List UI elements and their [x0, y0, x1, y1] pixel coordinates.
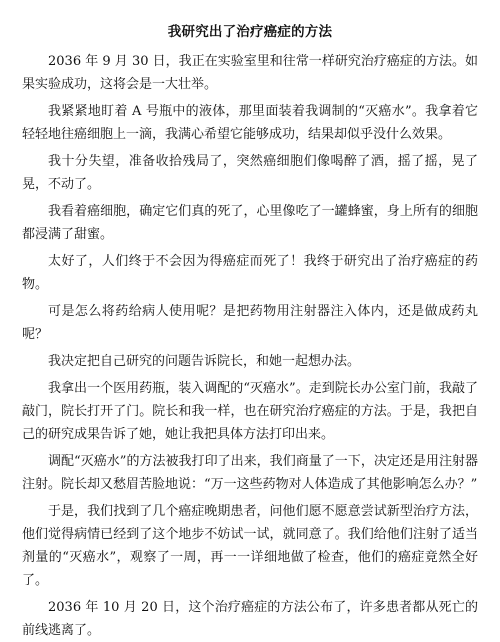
- paragraph: 可是怎么将药给病人使用呢？是把药物用注射器注入体内，还是做成药丸呢？: [22, 304, 478, 342]
- paragraph: 调配“灭癌水”的方法被我打印了出来，我们商量了一下，决定还是用注射器注射。院长却又愁眉苦脸地说：“万一这些药物对人体造成了其他影响怎么办？”: [22, 454, 478, 492]
- paragraph: 我看着癌细胞，确定它们真的死了，心里像吃了一罐蜂蜜，身上所有的细胞都浸满了甜蜜。: [22, 204, 478, 242]
- paragraph: 我决定把自己研究的问题告诉院长，和她一起想办法。: [48, 354, 361, 369]
- paragraph: 于是，我们找到了几个癌症晚期患者，问他们愿不愿意尝试新型治疗方法，他们觉得病情已经到了这个地步不妨试一试，就同意了。我们给他们注射了适当剂量的“灭癌水”，观察了一周，再一一详细地做了检查，他们的癌症竟然全好了。: [22, 504, 478, 588]
- paragraph: 我拿出一个医用药瓶，装入调配的“灭癌水”。走到院长办公室门前，我敲了敲门，院长打开了门。院长和我一样，也在研究治疗癌症的方法。于是，我把自己的研究成果告诉了她，她让我把具体方法打印出来。: [22, 381, 478, 442]
- paragraph: 我紧紧地盯着 A 号瓶中的液体，那里面装着我调制的“灭癌水”。我拿着它轻轻地往癌细胞上一滴，我满心希望它能够成功，结果却似乎没什么效果。: [22, 104, 478, 142]
- paragraph: 2036 年 10 月 20 日，这个治疗癌症的方法公布了，许多患者都从死亡的前线逃离了。: [22, 600, 478, 638]
- paragraph: 我十分失望，准备收拾残局了，突然癌细胞们像喝醉了酒，摇了摇，晃了晃，不动了。: [22, 154, 478, 192]
- paragraph: 太好了，人们终于不会因为得癌症而死了！我终于研究出了治疗癌症的药物。: [22, 254, 478, 292]
- paragraph: 2036 年 9 月 30 日，我正在实验室里和往常一样研究治疗癌症的方法。如果实验成功，这将会是一大壮举。: [22, 54, 478, 92]
- document-title: 我研究出了治疗癌症的方法: [167, 24, 333, 40]
